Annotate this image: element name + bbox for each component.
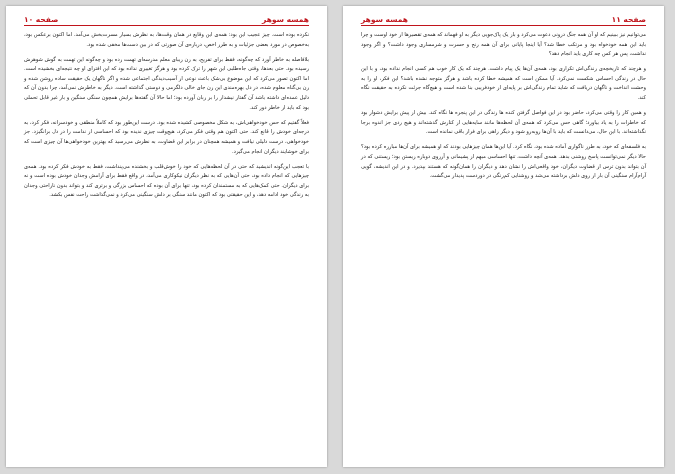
page-body xyxy=(24,31,309,457)
paragraph: بلافاصله به خاطر آورد که چه‌گونه، فقط برای تفریح، به زن زیبای معلم مدرسه‌ای تهمت زده بود و چه‌گونه این تهمت به گوش شوهرش رسیده بود. حتی بعدها، وقتی جاه‌طلبی این شهر را ترک کرده بود و هرگز تغییری نداده بود که این افترای او چه نتیجه‌ای بخشیده است. اما اکنون تصور می‌کرد که این موضوع بی‌شک باعث نوعی از آسیب‌دیدگی اجتماعی شده و اگر ناگهان یک حقیقت ساده روشن شده و زن بی‌گناه معلوم شده، در دل بهره‌مندی این زن جای خالی دلگرمی و دوستی گذاشته است. دیگر به خاطرش نمی‌آمد، چرا بدون آن که دلیل عمده‌ای داشته باشد آن گفتار نیشدار را بر زبان آورده بود؛ اما حالا آن گفته‌ها برایش همچون سنگی سنگین و بار غیر قابل تحملی بود که باید از خاطر دور کند. xyxy=(24,56,309,111)
paragraph: به فلسفه‌ای که خود، به طرز ناگواری آماده شده بود، نگاه کرد. آیا این‌ها همان چیزهایی بودند که او همیشه برای آن‌ها مبارزه کرده بود؟ حالا دیگر نمی‌توانست پاسخ روشنی بدهد. همه‌ی آنچه داشت، تنها احساسی مبهم از پشیمانی و آرزوی دوباره زیستن بود؛ زیستنی که در آن بتواند بدون ترس از قضاوت دیگران، خود واقعی‌اش را نشان دهد و دیگران را همان‌گونه که هستند بپذیرد. و در این اندیشه، گویی آرام‌آرام سنگینی آن بار از روی دلش برداشته می‌شد و روشنایی کم‌رنگی در دوردست پدیدار می‌گشت. xyxy=(361,144,646,180)
paragraph: با تعجب این‌گونه اندیشید که حتی در آن لحظه‌هایی که خود را خوش‌قلب و بخشنده می‌پنداشت، فقط به خودش فکر کرده بود. همه‌ی چیزهایی که انجام داده بود، حتی آن‌هایی که به نظر دیگران نیکوکاری می‌آمد، در واقع فقط برای آرامش وجدان خودش بوده است و نه برای دیگران. حتی کمک‌هایی که به مستمندان کرده بود، تنها برای آن بوده که احساس بزرگی و برتری کند و بتواند بدون ناراحتی وجدان به زندگی خود ادامه دهد، و این حقیقتی بود که اکنون مانند سنگی بر دلش سنگینی می‌کرد و نمی‌گذاشت راحت نفس بکشد. xyxy=(24,163,309,199)
right-page xyxy=(343,6,664,467)
book-title: همسه سوهر xyxy=(361,14,408,24)
header-rule xyxy=(361,25,646,26)
page-body xyxy=(361,31,646,457)
paragraph: می‌توانیم نیز ببینیم که او آن همه جنگ درونی دعوت می‌کرد و باز یک پاک‌جویی دیگر به او فهماند که همه‌ی تقصیرها از خود اوست و چرا باید این همه خودخواه بود و مرتکب خطا شد؟ آیا اینجا پایانی برای آن همه رنج و حسرت و شرمساری وجود داشت؟ و اگر وجود نداشت، پس هر کس چه کاری باید انجام دهد؟ xyxy=(360,32,646,58)
left-page xyxy=(6,6,327,467)
page-header xyxy=(24,13,309,25)
page-number: صفحه ۱۰ xyxy=(24,14,59,24)
paragraph: و هرچند که تاریخچه‌ی زندگی‌اش تکراری بود، همه‌ی آن‌ها یک پیام داشت. هرچند که یک کار خوب هم کسی انجام نداده بود، و با این حال در زندگی احساس شکست نمی‌کرد. آیا ممکن است که همیشه خطا کرده باشد و هرگز متوجه نشده باشد؟ این فکر، او را به وحشت انداخت و ناگهان دریافت که شاید تمام زندگی‌اش بر پایه‌ای از خودفریبی بنا شده است و هیچ‌گاه جرئت نکرده به حقیقت نگاه کند. xyxy=(361,66,646,102)
paragraph: نکرده بوده است. چیز عجیب این بود: همه‌ی این وقایع در همان وقت‌ها، به نظرش بسیار مسرت‌بخش می‌آمد. اما اکنون برعکس بود، به‌خصوص در مورد بعضی جزئیات و به طرز اخص، درباره‌ی آن صورتی که در بین دست‌ها مخفی شده بود. xyxy=(24,32,309,48)
header-rule xyxy=(24,25,309,26)
paragraph: فعلاً گفتیم که حس خودخواهی‌اش، به شکل مخصوصی کشیده شده بود. درست این‌طور بود که کاملاً منطقی و خودسرانه، فکر کرد، به درجه‌ای خودش را قانع کند. حتی اکنون هم وقتی فکر می‌کرد، هیچ‌وقت چیزی ندیده بود که احساسی از ندامت را در دل برانگیزد. جز خودخواهی، درست دلیلی نیافت و همیشه همچنان در برابر این قضاوت، به نظرش می‌رسید که بهترین خودخواهی‌ها آن چیزی است که برای خوشایند دیگران انجام می‌گیرد. xyxy=(24,119,309,155)
page-number: صفحه ۱۱ xyxy=(611,14,646,24)
page-header xyxy=(361,13,646,25)
book-title: همسه سوهر xyxy=(262,14,309,24)
paragraph: و همین کار را وقتی می‌کرد، حاضر بود در این فواصل گرفتن کنده ها زندگی در این پنجره ها نگاه کند. بیش از پیش برایش دشوار بود که خاطرات را به یاد بیاورد؛ گاهی حس می‌کرد که همه‌ی آن لحظه‌ها مانند سایه‌هایی از کنارش گذشته‌اند و هیچ ردی جز اندوه برجا نگذاشته‌اند. با این حال، می‌دانست که باید با آن‌ها روبه‌رو شود و دیگر راهی برای فرار باقی نمانده است. xyxy=(361,110,646,136)
